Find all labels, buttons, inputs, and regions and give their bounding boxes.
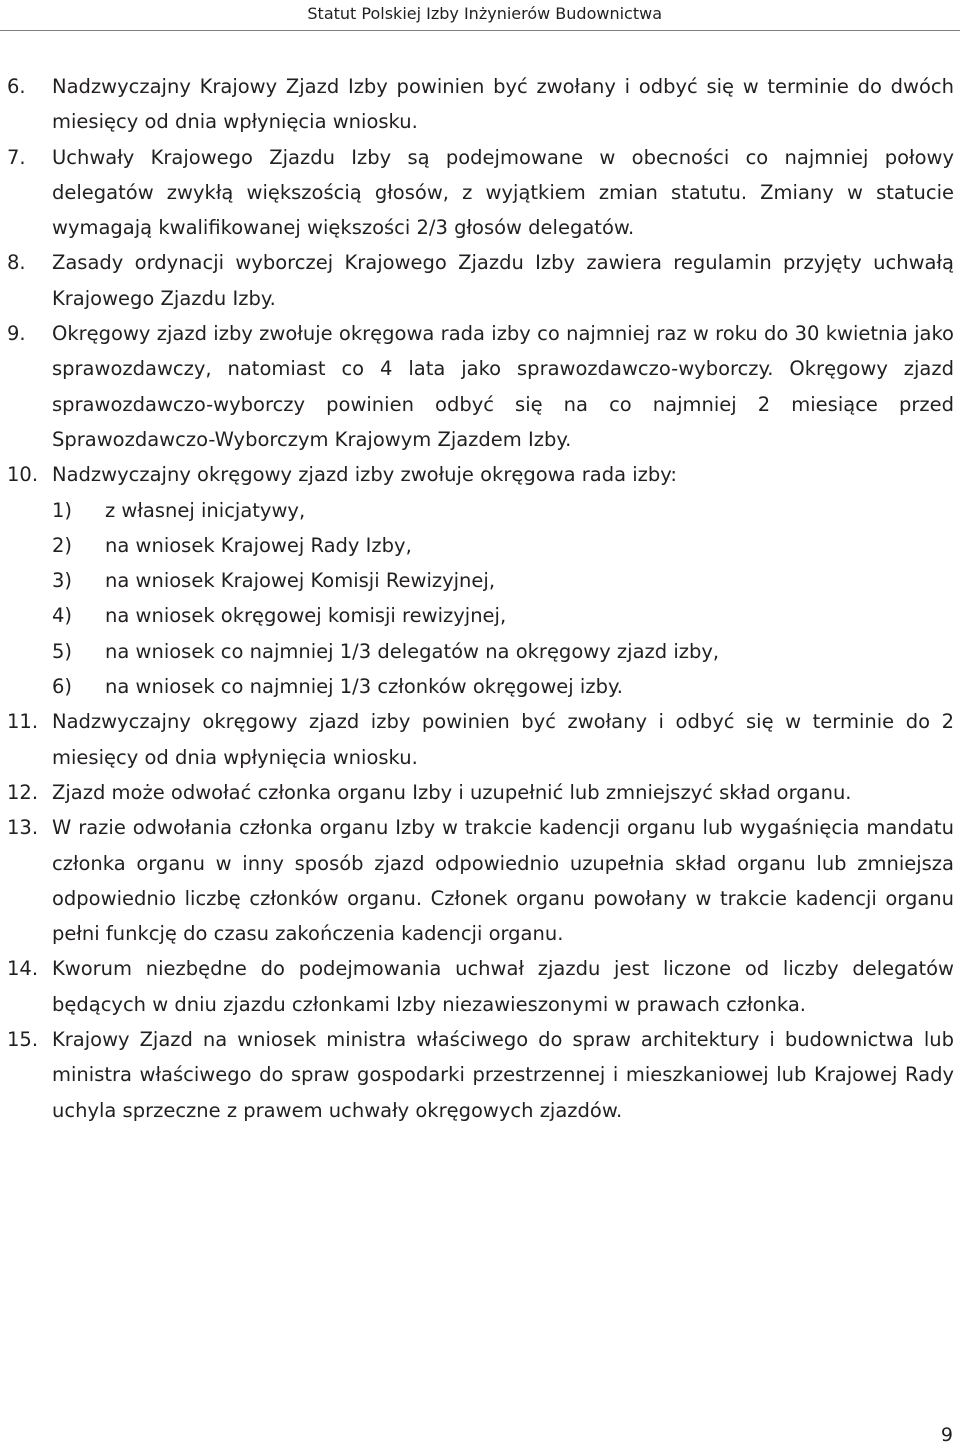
- item-text: Uchwały Krajowego Zjazdu Izby są podejmowane w obecności co najmniej połowy delegatów zwykłą większością głosów, z wyjątkiem zmian statutu. Zmiany w statucie wymagają kwalifikowanej większości 2/3 głosów delegatów.: [52, 145, 954, 240]
- sub-list-item: [0, 563, 960, 598]
- item-number: 12.: [7, 780, 39, 804]
- sub-item-text: na wniosek co najmniej 1/3 członków okręgowej izby.: [105, 675, 623, 699]
- list-item: [0, 775, 960, 810]
- sub-item-text: na wniosek Krajowej Komisji Rewizyjnej,: [105, 569, 496, 593]
- list-item: [0, 457, 960, 492]
- sub-list-item: [0, 634, 960, 669]
- item-text: W razie odwołania członka organu Izby w trakcie kadencji organu lub wygaśnięcia mandatu członka organu w inny sposób zjazd odpowiednio uzupełnia skład organu lub zmniejsza odpowiednio liczbę członków organu. Członek organu powołany w trakcie kadencji organu pełni funkcję do czasu zakończenia kadencji organu.: [52, 816, 954, 946]
- item-text: Nadzwyczajny Krajowy Zjazd Izby powinien być zwołany i odbyć się w terminie do dwóch miesięcy od dnia wpłynięcia wniosku.: [52, 75, 954, 134]
- sub-list-item: [0, 669, 960, 704]
- item-text: Krajowy Zjazd na wniosek ministra właściwego do spraw architektury i budownictwa lub ministra właściwego do spraw gospodarki przestrzennej i mieszkaniowej lub Krajowej Rady uchyla sprzeczne z prawem uchwały okręgowych zjazdów.: [52, 1028, 954, 1122]
- sub-item-number: 1): [52, 498, 73, 522]
- item-number: 7.: [7, 145, 26, 169]
- sub-item-text: z własnej inicjatywy,: [105, 498, 306, 522]
- sub-item-number: 5): [52, 639, 73, 663]
- item-text: Okręgowy zjazd izby zwołuje okręgowa rada izby co najmniej raz w roku do 30 kwietnia jako sprawozdawczy, natomiast co 4 lata jako sprawozdawczo-wyborczy. Okręgowy zjazd sprawozdawczo-wyborczy powinien odbyć się na co najmniej 2 miesiące przed Sprawozdawczo-Wyborczym Krajowym Zjazdem Izby.: [52, 322, 954, 451]
- item-text: Nadzwyczajny okręgowy zjazd izby zwołuje okręgowa rada izby:: [52, 463, 677, 487]
- sub-item-text: na wniosek okręgowej komisji rewizyjnej,: [105, 604, 507, 628]
- sub-item-number: 3): [52, 569, 73, 593]
- sub-list-item: [0, 598, 960, 633]
- list-item: [0, 69, 960, 140]
- sub-list-item: [0, 493, 960, 528]
- sub-list-item: [0, 528, 960, 563]
- item-text: Zjazd może odwołać członka organu Izby i uzupełnić lub zmniejszyć skład organu.: [52, 780, 852, 804]
- item-number: 15.: [7, 1028, 39, 1052]
- sub-item-number: 2): [52, 533, 73, 557]
- list-item: [0, 1022, 960, 1128]
- page-header: [0, 0, 960, 30]
- item-number: 9.: [7, 322, 26, 346]
- list-item: [0, 951, 960, 1022]
- sub-item-text: na wniosek Krajowej Rady Izby,: [105, 533, 412, 557]
- sub-item-text: na wniosek co najmniej 1/3 delegatów na okręgowy zjazd izby,: [105, 639, 720, 663]
- list-item: [0, 810, 960, 951]
- page-number: 9: [940, 1424, 953, 1446]
- item-number: 14.: [7, 957, 39, 981]
- header-divider: [0, 30, 960, 31]
- item-text: Kworum niezbędne do podejmowania uchwał zjazdu jest liczone od liczby delegatów będących w dniu zjazdu członkami Izby niezawieszonymi w prawach członka.: [52, 957, 954, 1016]
- running-header-title: Statut Polskiej Izby Inżynierów Budownictwa: [307, 4, 662, 23]
- item-text: Zasady ordynacji wyborczej Krajowego Zjazdu Izby zawiera regulamin przyjęty uchwałą Krajowego Zjazdu Izby.: [52, 251, 954, 310]
- item-number: 11.: [7, 710, 39, 734]
- list-item: [0, 316, 960, 457]
- item-number: 13.: [7, 816, 39, 840]
- document-body: [0, 69, 960, 1128]
- sub-item-number: 6): [52, 675, 73, 699]
- list-item: [0, 704, 960, 775]
- item-number: 10.: [7, 463, 39, 487]
- list-item: [0, 245, 960, 316]
- sub-item-number: 4): [52, 604, 73, 628]
- list-item: [0, 140, 960, 246]
- item-number: 6.: [7, 75, 26, 98]
- item-number: 8.: [7, 251, 26, 275]
- item-text: Nadzwyczajny okręgowy zjazd izby powinien być zwołany i odbyć się w terminie do 2 miesięcy od dnia wpłynięcia wniosku.: [52, 710, 954, 769]
